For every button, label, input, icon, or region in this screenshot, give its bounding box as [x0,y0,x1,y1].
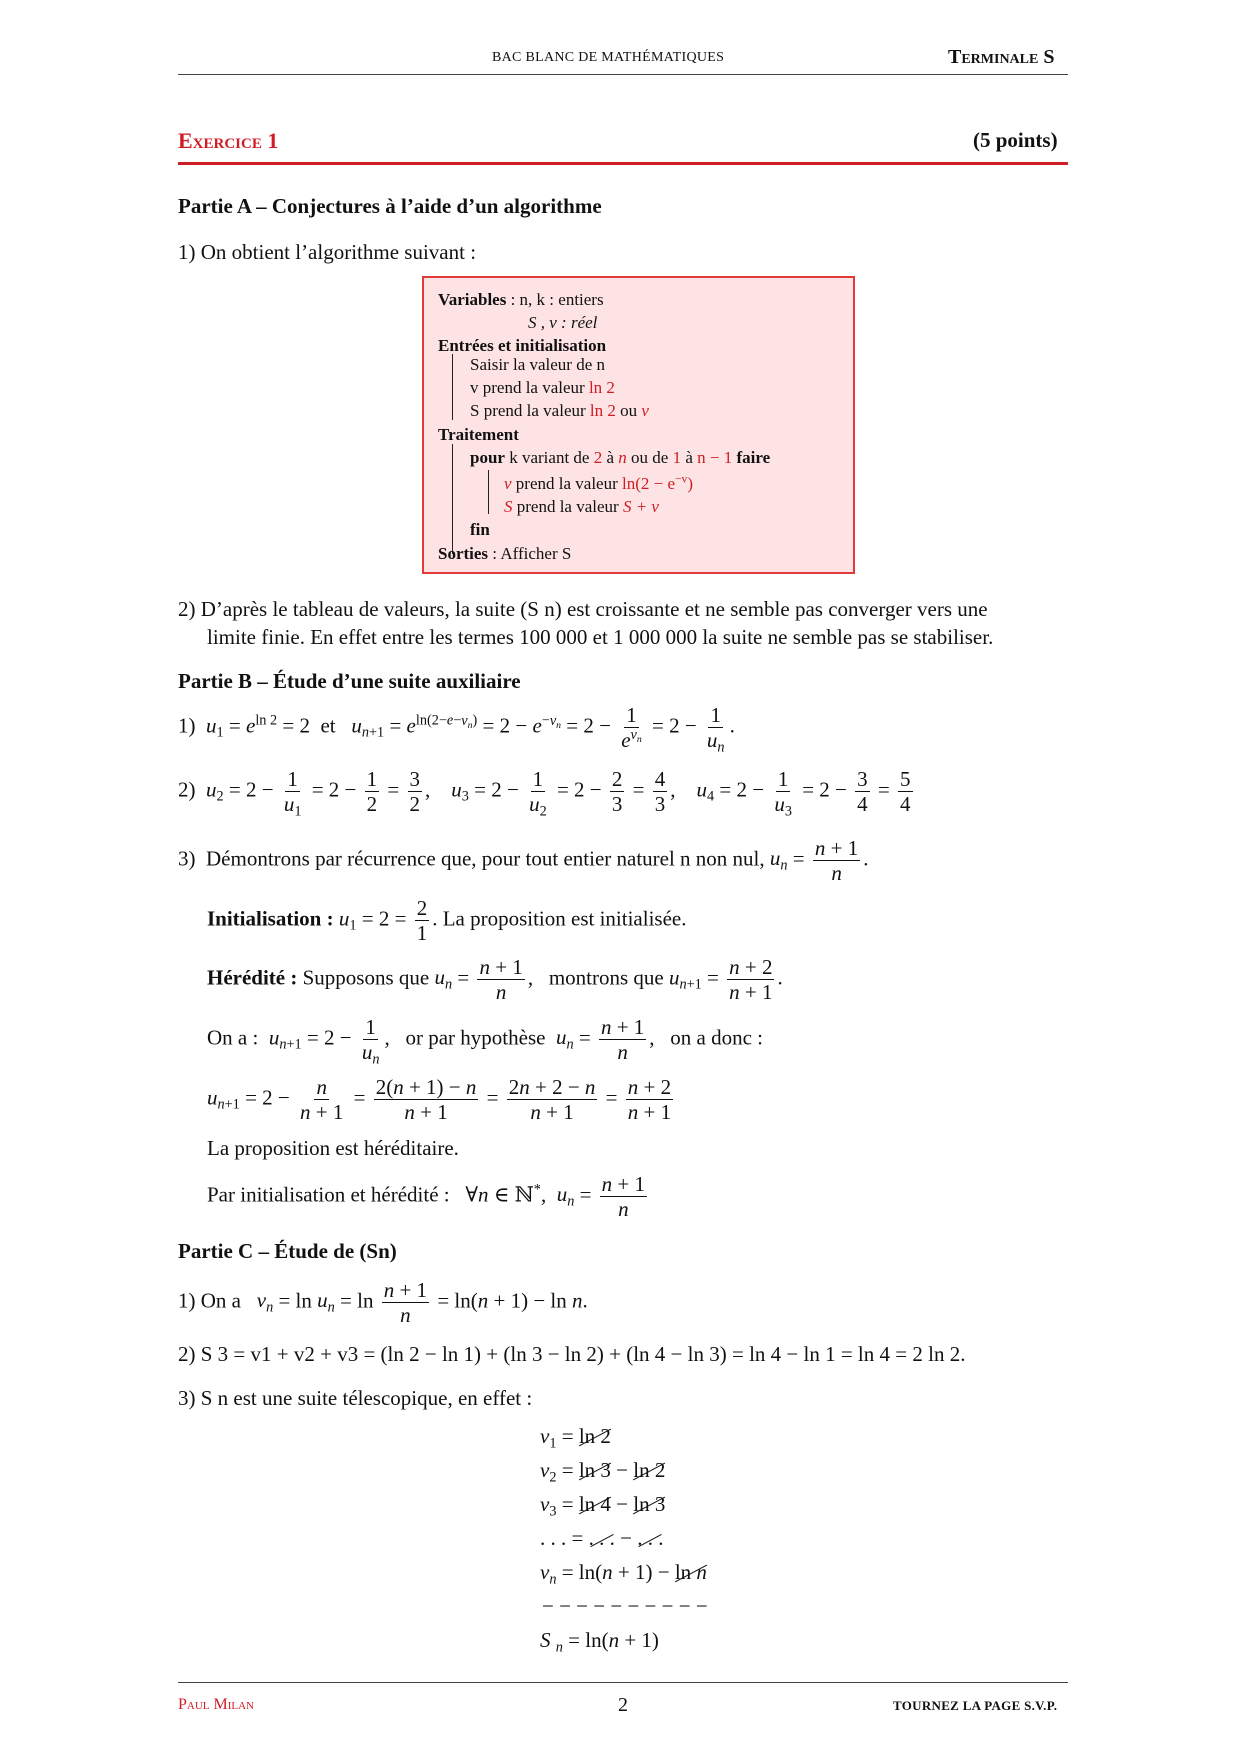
telescope-v2: $v_2 = \ln 3 - \ln 2$ [540,1458,666,1486]
exercise-rule [178,162,1068,165]
partC-q1: 1) On a $v_n = \ln u_n = \ln$ $\frac{n + 1}{n}$ = ln(n + 1) − ln n. [178,1278,588,1328]
partA-q2-line1: 2) D’après le tableau de valeurs, la suite (S n) est croissante et ne semble pas converger vers une [178,597,988,621]
partA-title: Partie A – Conjectures à l’aide d’un algorithme [178,194,602,218]
partB-q3: 3) Démontrons par récurrence que, pour tout entier naturel n non nul, $u_n$ = $\frac{n + 1}{n}$ . [178,836,869,886]
footer-author: Paul Milan [178,1696,255,1713]
partB-heredite: Hérédité : Supposons que $u_n$ = $\frac{n + 1}{n}$ , montrons que $u_{n+1}$ = $\frac{n + 2}{n + 1}$ . [207,955,783,1005]
header-rule [178,74,1068,75]
partA-q1: 1) On obtient l’algorithme suivant : [178,240,477,264]
partB-ona: On a : $u_{n+1} = 2$ − $\frac{1}{u_n}$ , or par hypothèse $u_n$ = $\frac{n + 1}{n}$ , on a donc : [207,1015,764,1068]
partB-prop-hereditaire: La proposition est héréditaire. [207,1136,459,1160]
partB-q1: 1) $u_1 = e^{ln 2} = 2$ et $u_{n+1} = e^{ln(2-e-v_n)} = 2 - e^{-v_n} = 2$ − $\frac{1}{e^{v_n}}$ = 2 − $\frac{1}{u_n}$ . [178,703,735,756]
exercise-title: Exercice 1 [178,128,279,153]
footer-page-number: 2 [618,1694,628,1716]
partB-title: Partie B – Étude d’une suite auxiliaire [178,669,521,693]
partB-q2: 2) $u_2 = 2$ − $\frac{1}{u_1}$ = 2 − $\frac{1}{2}$ = $\frac{3}{2}$ , $u_3 = 2$ − $\frac{1}{u_2}$ = 2 − $\frac{2}{3}$ = $\frac{4}{3}$ , $u_4 = 2$ − $\frac{1}{u_3}$ = 2 − $\frac{3}{4}$ = $\frac{5}{4}$ [178,767,911,820]
partC-title: Partie C – Étude de (Sn) [178,1239,397,1263]
header-right: Terminale S [948,46,1055,68]
partB-initialisation: Initialisation : $u_1 = 2$ = $\frac{2}{1}$ . La proposition est initialisée. [207,896,687,946]
partC-q3: 3) S n est une suite télescopique, en effet : [178,1386,533,1410]
telescope-v3: $v_3 = \ln 4 - \ln 3$ [540,1492,666,1520]
exercise-points: (5 points) [973,128,1058,152]
header-left: BAC BLANC DE MATHÉMATIQUES [492,50,725,65]
algorithm-box: Variables : n, k : entiers S , v : réel Entrées et initialisation Saisir la valeur de n v prend la valeur ln 2 S prend la valeur ln 2 ou v Traitement pour k variant de 2 à n ou de 1 à n − 1 faire v prend la valeur $\ln(2 - e^{-v})$ S prend la valeur S + v fin Sorties : Afficher S [422,276,855,574]
partB-conclusion: Par initialisation et hérédité : ∀n ∈ ℕ*, $u_n$ = $\frac{n + 1}{n}$ [207,1172,646,1222]
telescope-sn: S $_n$ = ln(n + 1) [540,1628,659,1656]
telescope-v1: $v_1 = \ln 2$ [540,1424,611,1452]
telescope-vn: $v_n = \ln(n + 1) - \ln n$ [540,1560,707,1588]
telescope-dots: . . . = . . . − . . . [540,1526,664,1550]
partB-calcul: $u_{n+1} = 2$ − $\frac{n}{n + 1}$ = $\frac{2(n + 1) - n}{n + 1}$ = $\frac{2n + 2 - n}{n + 1}$ = $\frac{n + 2}{n + 1}$ [207,1075,672,1125]
telescope-separator: − − − − − − − − − − [542,1594,708,1618]
footer-rule [178,1682,1068,1683]
footer-right: TOURNEZ LA PAGE S.V.P. [893,1698,1058,1713]
partC-q2: 2) S 3 = v1 + v2 + v3 = (ln 2 − ln 1) + (ln 3 − ln 2) + (ln 4 − ln 3) = ln 4 − ln 1 = ln 4 = 2 ln 2. [178,1342,966,1366]
partA-q2-line2: limite finie. En effet entre les termes 100 000 et 1 000 000 la suite ne semble pas se stabiliser. [207,625,994,649]
